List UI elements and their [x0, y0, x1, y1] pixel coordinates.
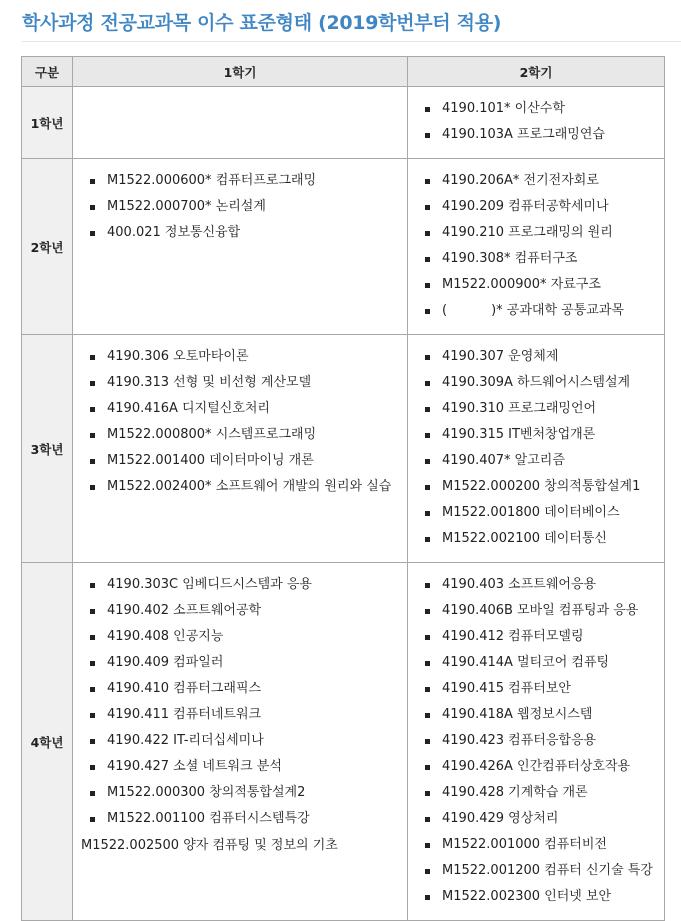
- course-item: M1522.000300 창의적통합설계2: [73, 780, 407, 806]
- course-item: 4190.403 소프트웨어응용: [408, 572, 664, 598]
- course-item: 4190.408 인공지능: [73, 624, 407, 650]
- course-item: M1522.001400 데이터마이닝 개론: [73, 448, 407, 474]
- course-item: 4190.427 소셜 네트워크 분석: [73, 754, 407, 780]
- semester-1-cell: [73, 87, 408, 159]
- course-list: [73, 335, 407, 510]
- semester-2-cell: [408, 335, 665, 563]
- title-divider: [22, 41, 681, 42]
- course-item: 4190.415 컴퓨터보안: [408, 676, 664, 702]
- course-item: M1522.001200 컴퓨터 신기술 특강: [408, 858, 664, 884]
- course-item: 4190.429 영상처리: [408, 806, 664, 832]
- course-item: 4190.428 기계학습 개론: [408, 780, 664, 806]
- course-list: [73, 87, 407, 106]
- page-title: 학사과정 전공교과목 이수 표준형태 (2019학번부터 적용): [22, 12, 502, 34]
- course-item: 4190.412 컴퓨터모델링: [408, 624, 664, 650]
- course-item: 4190.423 컴퓨터응합응용: [408, 728, 664, 754]
- course-item: 4190.409 컴파일러: [73, 650, 407, 676]
- course-item: 4190.310 프로그래밍언어: [408, 396, 664, 422]
- course-item: 4190.306 오토마타이론: [73, 344, 407, 370]
- course-item: 4190.407* 알고리즘: [408, 448, 664, 474]
- course-item: 4190.422 IT-리더십세미나: [73, 728, 407, 754]
- course-item: M1522.002300 인터넷 보안: [408, 884, 664, 910]
- curriculum-table: [21, 56, 665, 921]
- course-item: 4190.426A 인간컴퓨터상호작용: [408, 754, 664, 780]
- course-item: 4190.414A 멀티코어 컴퓨팅: [408, 650, 664, 676]
- course-item: M1522.000900* 자료구조: [408, 272, 664, 298]
- header-category: 구분: [22, 57, 73, 87]
- course-item: 4190.307 운영체제: [408, 344, 664, 370]
- course-list: [408, 87, 664, 158]
- year-label: 1학년: [22, 87, 73, 159]
- course-item: M1522.001100 컴퓨터시스템특강: [73, 806, 407, 832]
- course-item: M1522.001000 컴퓨터비전: [408, 832, 664, 858]
- course-item: 4190.209 컴퓨터공학세미나: [408, 194, 664, 220]
- semester-1-cell: [73, 159, 408, 335]
- course-item: M1522.000700* 논리설계: [73, 194, 407, 220]
- course-list: [73, 159, 407, 256]
- course-item: M1522.002100 데이터통신: [408, 526, 664, 552]
- table-row: [22, 335, 665, 563]
- course-list: [73, 563, 407, 836]
- semester-2-cell: [408, 563, 665, 921]
- course-item: 4190.410 컴퓨터그래픽스: [73, 676, 407, 702]
- semester-1-cell: [73, 563, 408, 921]
- course-item: 4190.411 컴퓨터네트워크: [73, 702, 407, 728]
- course-item: 4190.103A 프로그래밍연습: [408, 122, 664, 148]
- course-item: M1522.000800* 시스템프로그래밍: [73, 422, 407, 448]
- header-row: [22, 57, 665, 87]
- header-semester-2: 2학기: [408, 57, 665, 87]
- course-item: 4190.402 소프트웨어공학: [73, 598, 407, 624]
- course-item: 4190.418A 웹정보시스템: [408, 702, 664, 728]
- course-list: [408, 563, 664, 920]
- course-item: M1522.002400* 소프트웨어 개발의 원리와 실습: [73, 474, 407, 500]
- course-item: M1522.001800 데이터베이스: [408, 500, 664, 526]
- table-row: [22, 563, 665, 921]
- course-item: [408, 298, 664, 324]
- course-item: 4190.315 IT벤처창업개론: [408, 422, 664, 448]
- table-row: [22, 159, 665, 335]
- year-label: 2학년: [22, 159, 73, 335]
- course-item: M1522.000600* 컴퓨터프로그래밍: [73, 168, 407, 194]
- header-semester-1: 1학기: [73, 57, 408, 87]
- course-item: 4190.309A 하드웨어시스템설계: [408, 370, 664, 396]
- blank-placeholder: ( )* 공과대학 공통교과목: [442, 303, 624, 318]
- course-list: [408, 335, 664, 562]
- course-item: 4190.303C 임베디드시스템과 응용: [73, 572, 407, 598]
- year-label: 3학년: [22, 335, 73, 563]
- course-item: 4190.206A* 전기전자회로: [408, 168, 664, 194]
- course-item: 4190.308* 컴퓨터구조: [408, 246, 664, 272]
- course-list: [408, 159, 664, 334]
- course-item: 400.021 정보통신융합: [73, 220, 407, 246]
- course-item: 4190.416A 디지털신호처리: [73, 396, 407, 422]
- table-row: [22, 87, 665, 159]
- course-item: M1522.000200 창의적통합설계1: [408, 474, 664, 500]
- course-item: 4190.406B 모바일 컴퓨팅과 응용: [408, 598, 664, 624]
- semester-1-cell: [73, 335, 408, 563]
- course-item: 4190.313 선형 및 비선형 계산모델: [73, 370, 407, 396]
- semester-2-cell: [408, 87, 665, 159]
- course-item-unbulleted: M1522.002500 양자 컴퓨팅 및 정보의 기초: [81, 838, 338, 853]
- year-label: 4학년: [22, 563, 73, 921]
- course-item: 4190.210 프로그래밍의 원리: [408, 220, 664, 246]
- course-item: 4190.101* 이산수학: [408, 96, 664, 122]
- semester-2-cell: [408, 159, 665, 335]
